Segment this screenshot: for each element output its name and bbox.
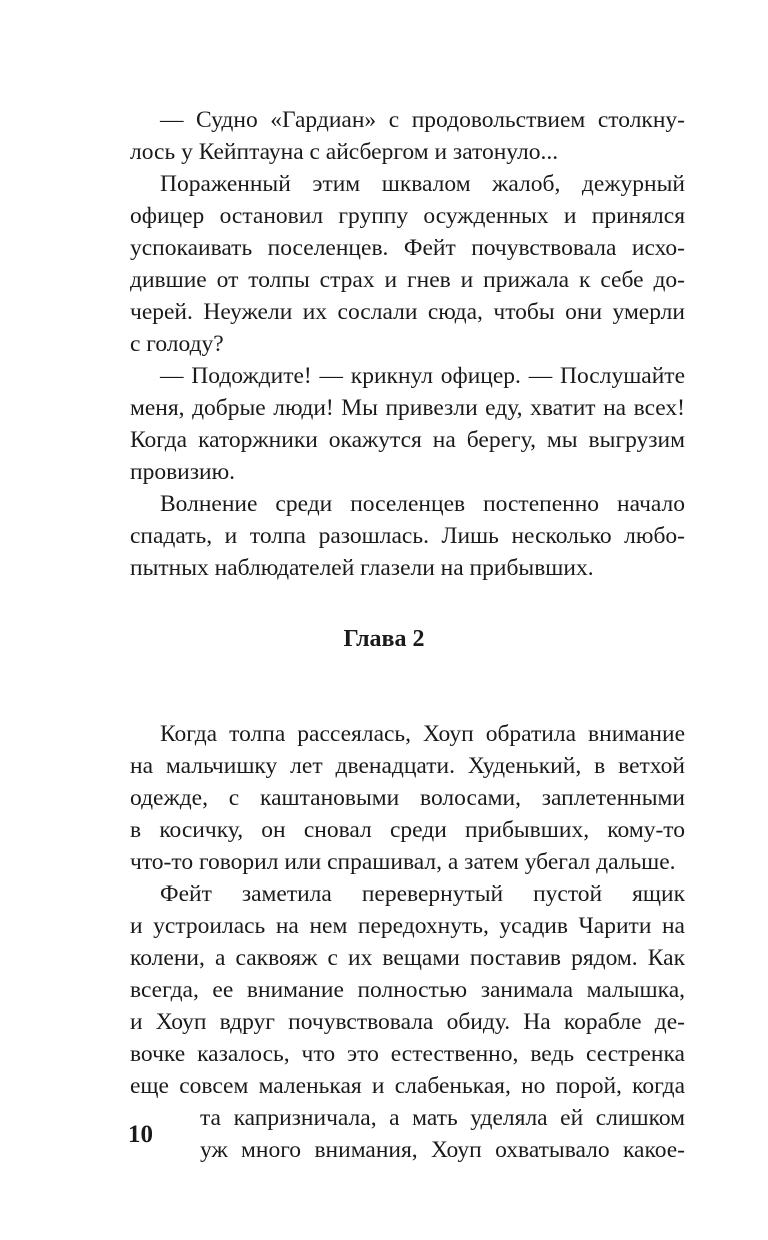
text-line: успокаивать поселенцев. Фейт почувствовала исхо- <box>130 235 685 261</box>
text-line: лось у Кейптауна с айсбергом и затонуло... <box>130 139 559 165</box>
text-line: еще совсем маленькая и слабенькая, но порой, когда <box>130 1073 685 1099</box>
text-line: меня, добрые люди! Мы привезли еду, хватит на всех! <box>130 395 685 421</box>
text-line: офицер остановил группу осужденных и принялся <box>130 203 685 229</box>
text-line: колени, а саквояж с их вещами поставив рядом. Как <box>130 945 685 971</box>
text-line: Фейт заметила перевернутый пустой ящик <box>160 881 685 907</box>
text-line: Когда толпа рассеялась, Хоуп обратила внимание <box>160 721 685 747</box>
chapter-heading: Глава 2 <box>343 626 425 652</box>
text-line: пытных наблюдателей глазели на прибывших. <box>130 555 594 581</box>
text-line: всегда, ее внимание полностью занимала малышка, <box>130 977 685 1003</box>
text-line: Волнение среди поселенцев постепенно начало <box>160 491 685 517</box>
text-line: Пораженный этим шквалом жалоб, дежурный <box>160 171 685 197</box>
text-line: уж много внимания, Хоуп охватывало какое- <box>200 1137 685 1163</box>
text-line: что-то говорил или спрашивал, а затем убегал дальше. <box>130 849 676 875</box>
text-line: и Хоуп вдруг почувствовала обиду. На корабле де- <box>130 1009 685 1035</box>
text-line: черей. Неужели их сослали сюда, чтобы они умерли <box>130 299 685 325</box>
text-line: провизию. <box>130 459 236 485</box>
text-line: — Судно «Гардиан» с продовольствием столкну- <box>160 107 685 133</box>
text-line: та капризничала, а мать уделяла ей слишком <box>200 1105 685 1131</box>
text-line: дившие от толпы страх и гнев и прижала к себе до- <box>130 267 685 293</box>
page-number: 10 <box>128 1121 153 1148</box>
text-line: в косичку, он сновал среди прибывших, кому-то <box>130 817 685 843</box>
text-line: — Подождите! — крикнул офицер. — Послушайте <box>160 363 685 389</box>
text-line: одежде, с каштановыми волосами, заплетенными <box>130 785 685 811</box>
text-line: Когда каторжники окажутся на берегу, мы выгрузим <box>130 427 685 453</box>
text-line: и устроилась на нем передохнуть, усадив Чарити на <box>130 913 685 939</box>
text-line: вочке казалось, что это естественно, ведь сестренка <box>130 1041 685 1067</box>
text-line: с голоду? <box>130 331 224 357</box>
text-line: спадать, и толпа разошлась. Лишь несколько любо- <box>130 523 685 549</box>
text-line: на мальчишку лет двенадцати. Худенький, в ветхой <box>130 753 685 779</box>
